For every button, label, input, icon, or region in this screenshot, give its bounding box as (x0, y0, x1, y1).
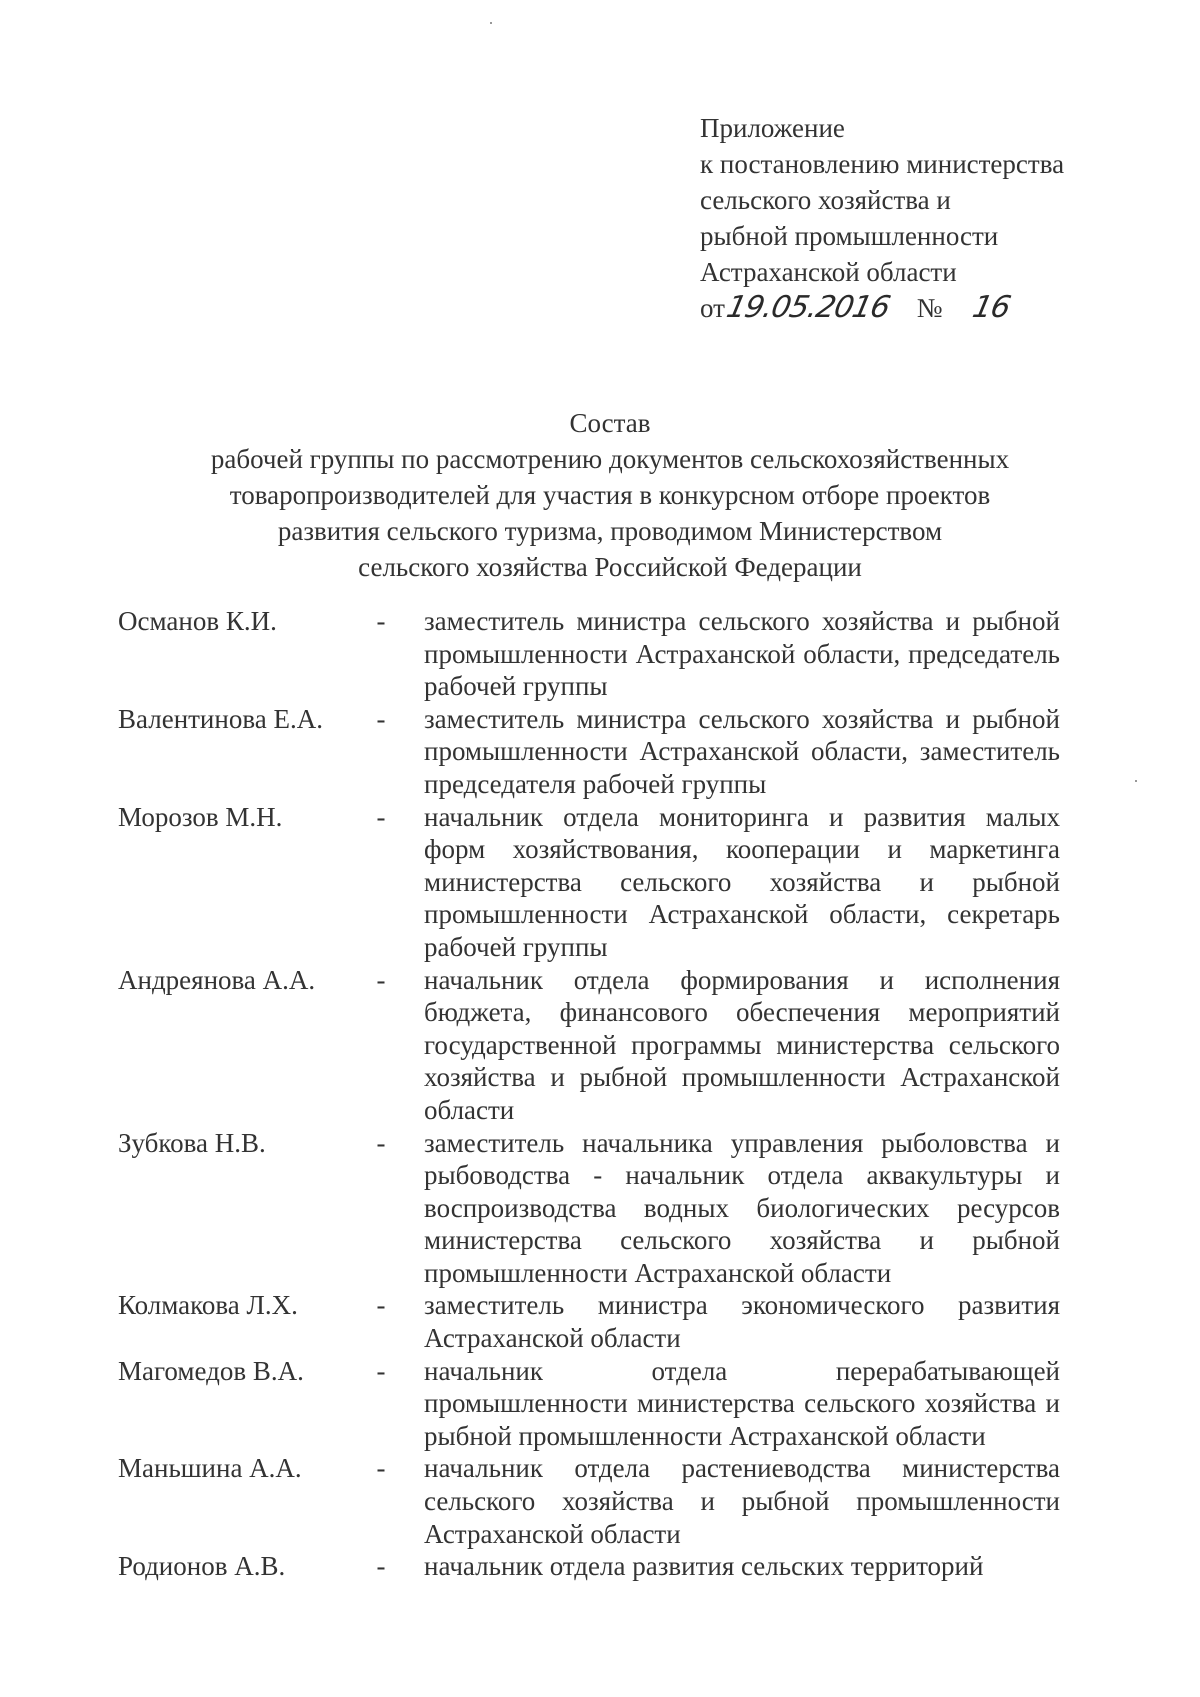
member-name: Османов К.И. (118, 606, 277, 636)
date-prefix: от (700, 293, 725, 323)
member-row (118, 1289, 1060, 1354)
scan-speck (490, 22, 492, 24)
member-name: Колмакова Л.Х. (118, 1290, 298, 1321)
member-dash: - (376, 801, 386, 832)
appendix-line: Астраханской области (700, 257, 957, 287)
title-line: сельского хозяйства Российской Федерации (358, 552, 862, 582)
member-dash: - (376, 1551, 386, 1582)
member-name: Морозов М.Н. (118, 801, 283, 832)
member-role: заместитель министра сельского хозяйства и рыбной промышленности Астраханской области, заместитель председателя рабочей группы (424, 703, 1060, 799)
member-dash: - (376, 964, 386, 995)
member-role: заместитель начальника управления рыболовства и рыбоводства - начальник отдела аквакультуры и воспроизводства водных биологических ресурсов министерства сельского хозяйства и рыбной промышленности Астраханской области (424, 1127, 1060, 1288)
appendix-block (700, 110, 1064, 326)
member-row (118, 1550, 1060, 1583)
member-dash: - (376, 1290, 386, 1321)
member-dash: - (376, 703, 386, 734)
appendix-line: Приложение (700, 113, 845, 143)
member-name: Зубкова Н.В. (118, 1127, 266, 1158)
member-name: Валентинова Е.А. (118, 703, 323, 734)
member-name: Андреянова А.А. (118, 964, 316, 995)
member-role: заместитель министра сельского хозяйства и рыбной промышленности Астраханской области, председатель рабочей группы (424, 606, 1060, 702)
member-role: начальник отдела растениеводства министерства сельского хозяйства и рыбной промышленности Астраханской области (424, 1453, 1060, 1549)
member-role: заместитель министра экономического развития Астраханской области (424, 1290, 1060, 1354)
appendix-line: рыбной промышленности (700, 221, 999, 251)
title-line: рабочей группы по рассмотрению документов сельскохозяйственных (210, 444, 1010, 474)
scan-speck (1135, 780, 1137, 782)
appendix-date-line (700, 290, 1064, 326)
member-role: начальник отдела формирования и исполнения бюджета, финансового обеспечения мероприятий государственной программы министерства сельского хозяйства и рыбной промышленности Астраханской области (424, 964, 1060, 1125)
member-dash: - (376, 606, 386, 636)
number-label: № (916, 293, 943, 323)
appendix-line: сельского хозяйства и (700, 185, 951, 215)
title-line: товаропроизводителей для участия в конкурсном отборе проектов (229, 480, 991, 510)
member-row (118, 703, 1060, 801)
member-row (118, 964, 1060, 1127)
document-title (130, 405, 1090, 585)
handwritten-date: 19.05.2016 (723, 290, 893, 325)
member-list (118, 605, 1060, 1583)
title-heading: Состав (569, 408, 651, 438)
member-name: Магомедов В.А. (118, 1355, 304, 1386)
member-row (118, 1452, 1060, 1550)
member-dash: - (376, 1355, 386, 1386)
member-role: начальник отдела перерабатывающей промышленности министерства сельского хозяйства и рыбной промышленности Астраханской области (424, 1355, 1060, 1451)
handwritten-number: 16 (968, 290, 1013, 325)
member-dash: - (376, 1127, 386, 1158)
member-row (118, 801, 1060, 964)
member-role: начальник отдела развития сельских территорий (424, 1551, 984, 1582)
member-row (118, 1127, 1060, 1290)
member-row (118, 605, 1060, 703)
member-name: Маньшина А.А. (118, 1453, 302, 1484)
member-dash: - (376, 1453, 386, 1484)
member-role: начальник отдела мониторинга и развития малых форм хозяйствования, кооперации и маркетинга министерства сельского хозяйства и рыбной промышленности Астраханской области, секретарь рабочей группы (424, 801, 1060, 962)
member-name: Родионов А.В. (118, 1551, 286, 1582)
member-row (118, 1355, 1060, 1453)
title-line: развития сельского туризма, проводимом Министерством (277, 516, 943, 546)
appendix-line: к постановлению министерства (700, 149, 1065, 179)
